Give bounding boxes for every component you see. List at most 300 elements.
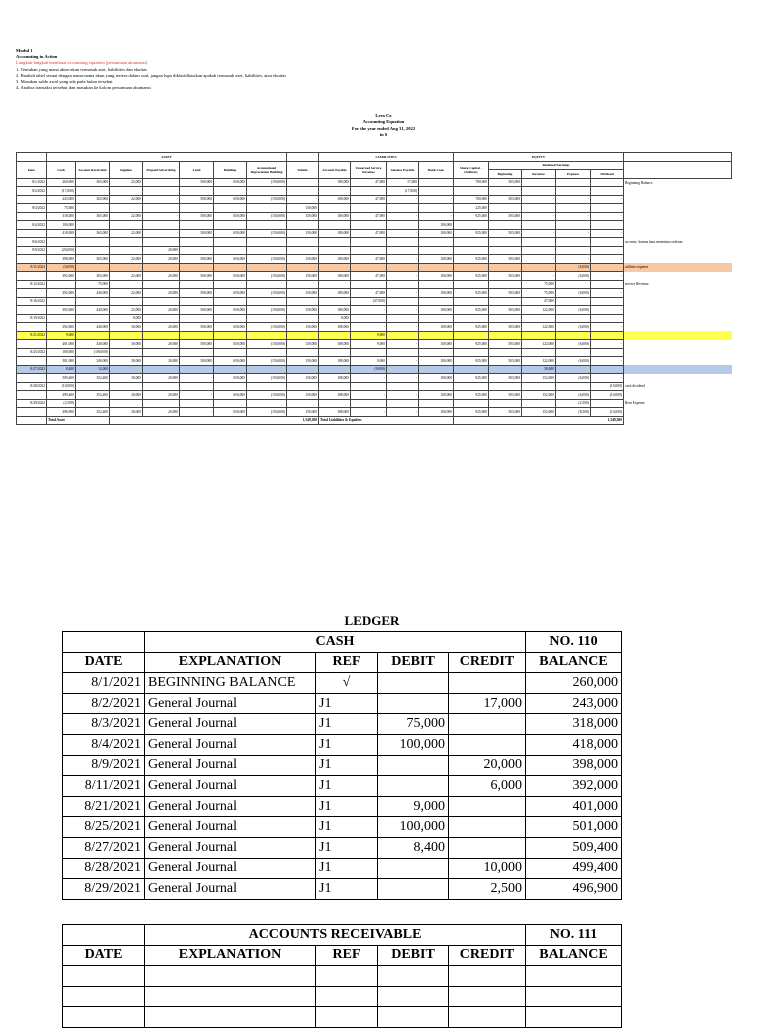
equation-cell: 650,000 <box>214 255 247 264</box>
equation-cell: 150,000 <box>287 357 319 366</box>
equation-cell: 318,000 <box>47 212 76 221</box>
equation-cell <box>143 297 180 306</box>
equation-cell: - <box>387 357 419 366</box>
equation-cell: (150,000) <box>247 289 287 298</box>
cash-ledger-row <box>63 755 622 776</box>
equation-cell <box>489 314 522 323</box>
equation-cell: 503,000 <box>489 212 522 221</box>
equation-row <box>17 365 732 374</box>
equation-cell <box>489 238 522 247</box>
equation-cell <box>454 238 489 247</box>
report-unit: in $ <box>379 132 388 138</box>
equation-note <box>624 212 732 221</box>
equation-cell <box>247 348 287 357</box>
equation-cell <box>247 399 287 408</box>
equation-cell <box>489 187 522 196</box>
equation-cell <box>351 204 387 213</box>
equation-cell: (2,500) <box>556 399 591 408</box>
equation-cell <box>76 238 110 247</box>
equation-cell <box>419 399 454 408</box>
equation-cell <box>419 382 454 391</box>
step-1: 1. Tentukan yang mana akun-akun termasuk aset, liabilities dan ekuitas <box>16 66 147 72</box>
col-prepaid: Prepaid Advertising <box>143 161 180 178</box>
equation-cell: 20,000 <box>143 323 180 332</box>
equation-cell <box>247 314 287 323</box>
equation-cell: 500,000 <box>180 306 214 315</box>
equation-cell: 20,000 <box>143 408 180 417</box>
ar-empty-row <box>63 986 622 1007</box>
equation-cell: (150,000) <box>247 229 287 238</box>
equation-cell <box>387 246 419 255</box>
equation-cell: (150,000) <box>247 340 287 349</box>
equation-cell <box>214 399 247 408</box>
equation-cell: 503,000 <box>489 229 522 238</box>
ar-empty-row <box>63 1007 622 1028</box>
equation-cell <box>287 238 319 247</box>
equation-cell <box>17 306 47 315</box>
equation-note <box>624 314 732 323</box>
equation-cell: 365,000 <box>76 255 110 264</box>
equation-cell <box>247 280 287 289</box>
equation-cell <box>556 382 591 391</box>
equation-cell: - <box>591 272 624 281</box>
equation-cell: - <box>591 306 624 315</box>
equation-cell <box>319 331 351 340</box>
equation-cell: 8/4/2022 <box>17 221 47 230</box>
equation-cell <box>17 229 47 238</box>
equation-cell: 925,000 <box>454 391 489 400</box>
equation-cell: 188,000 <box>319 374 351 383</box>
equation-cell: 503,000 <box>489 195 522 204</box>
equation-row <box>17 263 732 272</box>
equation-cell: 180,000 <box>319 255 351 264</box>
equation-note <box>624 255 732 264</box>
equation-cell <box>351 314 387 323</box>
equation-cell: 30,000 <box>522 365 556 374</box>
equation-cell: (10,000) <box>591 408 624 417</box>
equation-cell: 100,000 <box>47 221 76 230</box>
accounting-equation-table <box>16 152 732 425</box>
equation-cell <box>556 365 591 374</box>
col-share-capital: Share Capital - Ordinary <box>454 161 489 178</box>
cash-credit-cell: 6,000 <box>449 776 526 797</box>
equation-cell: 100,000 <box>419 255 454 264</box>
equation-row <box>17 399 732 408</box>
equation-cell: 17,000 <box>387 178 419 187</box>
cash-credit-cell: 2,500 <box>449 879 526 900</box>
equation-cell: - <box>591 195 624 204</box>
equation-cell <box>76 221 110 230</box>
equation-cell <box>591 221 624 230</box>
equation-cell: 500,000 <box>180 178 214 187</box>
col-vehicle: Vehicle <box>287 161 319 178</box>
equation-note <box>624 229 732 238</box>
equation-cell <box>454 331 489 340</box>
cash-account-name: CASH <box>145 632 526 653</box>
equation-cell: - <box>387 374 419 383</box>
equation-cell <box>387 348 419 357</box>
equation-cell: 392,000 <box>47 272 76 281</box>
equation-cell: - <box>351 374 387 383</box>
equation-cell <box>591 263 624 272</box>
equation-cell: - <box>591 340 624 349</box>
equation-cell: (9,000) <box>351 365 387 374</box>
equation-cell <box>522 246 556 255</box>
equation-cell <box>489 365 522 374</box>
cash-balance-cell: 243,000 <box>526 693 622 714</box>
equation-cell <box>143 178 180 187</box>
equation-cell: 503,000 <box>489 391 522 400</box>
cash-date-cell: 8/28/2021 <box>63 858 145 879</box>
equation-cell <box>319 365 351 374</box>
equation-cell: 500,000 <box>180 340 214 349</box>
equation-cell: (10,000) <box>47 382 76 391</box>
equation-cell: - <box>522 272 556 281</box>
equation-cell <box>556 204 591 213</box>
equation-cell <box>489 263 522 272</box>
equation-cell: 392,000 <box>47 323 76 332</box>
col-bankloan: Bank Loan <box>419 161 454 178</box>
equation-cell: 8/19/2022 <box>17 314 47 323</box>
equation-cell: 925,000 <box>454 255 489 264</box>
equation-cell <box>419 238 454 247</box>
equation-cell: 47,000 <box>351 212 387 221</box>
equation-cell <box>287 246 319 255</box>
equation-cell <box>522 314 556 323</box>
equation-cell <box>214 382 247 391</box>
cash-ledger-row <box>63 776 622 797</box>
equation-cell <box>287 221 319 230</box>
equation-cell <box>489 246 522 255</box>
equation-row <box>17 408 732 417</box>
equation-cell <box>143 348 180 357</box>
cash-balance-cell: 392,000 <box>526 776 622 797</box>
equation-cell: (47,000) <box>351 297 387 306</box>
equation-cell: 180,000 <box>319 212 351 221</box>
equation-cell: - <box>180 408 214 417</box>
equation-cell: 150,000 <box>287 374 319 383</box>
equation-cell: 925,000 <box>454 340 489 349</box>
cash-balance-cell: 318,000 <box>526 714 622 735</box>
equation-cell <box>180 187 214 196</box>
equation-row <box>17 255 732 264</box>
equation-cell <box>522 348 556 357</box>
equation-cell: (10,000) <box>591 391 624 400</box>
ar-hdr-credit: CREDIT <box>449 945 526 966</box>
equation-cell: - <box>419 212 454 221</box>
cash-balance-cell: 509,400 <box>526 837 622 858</box>
equation-cell: (6,000) <box>556 272 591 281</box>
equation-cell <box>76 399 110 408</box>
equation-cell <box>17 408 47 417</box>
equation-cell: 700,000 <box>454 178 489 187</box>
equation-cell <box>17 212 47 221</box>
equation-cell: - <box>522 229 556 238</box>
equation-note <box>624 289 732 298</box>
group-retained: Retained Earnings <box>489 161 624 170</box>
total-asset-label: Total Asset <box>47 416 110 425</box>
equation-cell <box>143 399 180 408</box>
equation-cell <box>110 187 143 196</box>
equation-cell: - <box>351 408 387 417</box>
equation-cell <box>419 297 454 306</box>
equation-cell: 150,000 <box>287 323 319 332</box>
equation-note <box>624 297 732 306</box>
cash-debit-cell <box>378 693 449 714</box>
equation-cell: - <box>591 212 624 221</box>
equation-cell: - <box>556 212 591 221</box>
equation-cell: 650,000 <box>214 272 247 281</box>
equation-cell: 100,000 <box>419 357 454 366</box>
equation-cell <box>214 238 247 247</box>
equation-cell: (150,000) <box>247 195 287 204</box>
cash-ledger-row <box>63 817 622 838</box>
equation-cell <box>287 178 319 187</box>
equation-cell: 925,000 <box>454 374 489 383</box>
equation-cell: (6,000) <box>556 374 591 383</box>
equation-row <box>17 391 732 400</box>
equation-cell: 75,000 <box>522 289 556 298</box>
equation-cell: 22,000 <box>110 255 143 264</box>
equation-cell: 392,000 <box>47 306 76 315</box>
equation-row <box>17 382 732 391</box>
equation-cell: - <box>591 357 624 366</box>
equation-cell: - <box>351 391 387 400</box>
equation-cell <box>351 263 387 272</box>
equation-cell: 150,000 <box>287 306 319 315</box>
equation-cell: 152,000 <box>522 408 556 417</box>
cash-balance-cell: 398,000 <box>526 755 622 776</box>
equation-row <box>17 314 732 323</box>
cash-explanation-cell: General Journal <box>145 776 316 797</box>
equation-cell <box>522 178 556 187</box>
equation-cell <box>419 348 454 357</box>
equation-cell <box>454 399 489 408</box>
equation-cell: (150,000) <box>247 255 287 264</box>
equation-cell <box>591 331 624 340</box>
cash-date-cell: 8/1/2021 <box>63 673 145 694</box>
equation-cell <box>180 365 214 374</box>
equation-cell <box>17 391 47 400</box>
equation-cell: 188,000 <box>319 408 351 417</box>
equation-cell: 925,000 <box>454 323 489 332</box>
cash-explanation-cell: General Journal <box>145 734 316 755</box>
cash-date-cell: 8/2/2021 <box>63 693 145 714</box>
equation-cell: - <box>180 391 214 400</box>
equation-cell: 500,000 <box>180 195 214 204</box>
report-period: For the year ended Aug 31, 2022 <box>351 125 416 131</box>
equation-cell: 496,900 <box>47 408 76 417</box>
equation-note <box>624 391 732 400</box>
group-asset: ASSET <box>47 153 287 162</box>
equation-cell <box>522 399 556 408</box>
equation-cell <box>556 348 591 357</box>
equation-row <box>17 229 732 238</box>
equation-cell: 75,000 <box>76 280 110 289</box>
equation-cell: 188,000 <box>319 323 351 332</box>
equation-cell <box>522 204 556 213</box>
equation-cell: 9,000 <box>351 357 387 366</box>
equation-cell <box>214 187 247 196</box>
equation-cell: 22,000 <box>110 289 143 298</box>
equation-cell: 499,400 <box>47 391 76 400</box>
equation-cell <box>214 331 247 340</box>
equation-cell <box>110 297 143 306</box>
equation-cell: (6,000) <box>556 263 591 272</box>
equation-cell: 500,000 <box>180 255 214 264</box>
equation-cell <box>489 280 522 289</box>
equation-cell: 150,000 <box>287 204 319 213</box>
equation-cell: - <box>522 212 556 221</box>
equation-cell: 8/16/2022 <box>17 297 47 306</box>
col-accum-dep: Accumulated Depreciation Building <box>247 161 287 178</box>
equation-cell <box>591 246 624 255</box>
equation-cell: - <box>143 195 180 204</box>
equation-cell <box>110 221 143 230</box>
equation-cell: - <box>556 195 591 204</box>
equation-cell: - <box>387 306 419 315</box>
group-liabilities: LIABILITIES <box>319 153 454 162</box>
cash-ledger-row <box>63 673 622 694</box>
equation-cell: 650,000 <box>214 391 247 400</box>
cash-credit-cell: 10,000 <box>449 858 526 879</box>
equation-cell <box>522 221 556 230</box>
equation-cell: 925,000 <box>454 272 489 281</box>
equation-cell: 500,000 <box>180 229 214 238</box>
equation-cell: - <box>287 195 319 204</box>
total-le-label: Total Liabilities & Equities <box>319 416 454 425</box>
equation-cell <box>319 348 351 357</box>
equation-cell: 925,000 <box>454 357 489 366</box>
equation-cell <box>351 399 387 408</box>
equation-cell <box>247 382 287 391</box>
equation-cell: 503,000 <box>489 323 522 332</box>
equation-cell <box>143 382 180 391</box>
equation-cell: 100,000 <box>419 408 454 417</box>
equation-cell: 440,000 <box>76 289 110 298</box>
equation-cell: 925,000 <box>454 289 489 298</box>
equation-cell: 150,000 <box>287 272 319 281</box>
step-3: 3. Masukan saldo awal yang ada pada bulan tersebut <box>16 79 113 85</box>
total-le-value: 1,549,300 <box>454 416 624 425</box>
equation-cell: 122,000 <box>522 357 556 366</box>
cash-debit-cell: 8,400 <box>378 837 449 858</box>
equation-cell: - <box>143 229 180 238</box>
equation-cell <box>180 280 214 289</box>
equation-cell: (6,000) <box>556 306 591 315</box>
equation-cell: 47,000 <box>351 229 387 238</box>
equation-cell: 180,000 <box>319 178 351 187</box>
cash-ref-cell: J1 <box>316 796 378 817</box>
equation-cell: 503,000 <box>489 289 522 298</box>
equation-row <box>17 187 732 196</box>
equation-cell: - <box>351 323 387 332</box>
ar-hdr-debit: DEBIT <box>378 945 449 966</box>
ar-hdr-ref: REF <box>316 945 378 966</box>
equation-cell: (20,000) <box>47 246 76 255</box>
equation-cell <box>180 238 214 247</box>
equation-cell: - <box>387 229 419 238</box>
equation-cell: 100,000 <box>419 323 454 332</box>
equation-cell <box>214 204 247 213</box>
equation-cell <box>247 297 287 306</box>
equation-cell <box>110 238 143 247</box>
equation-cell: 9,000 <box>351 340 387 349</box>
equation-cell: 47,000 <box>351 178 387 187</box>
equation-cell: (6,000) <box>556 340 591 349</box>
equation-cell: (150,000) <box>247 357 287 366</box>
cash-account-number: NO. 110 <box>526 632 622 653</box>
equation-cell <box>17 340 47 349</box>
equation-cell: 30,000 <box>110 408 143 417</box>
equation-cell: 503,000 <box>489 408 522 417</box>
equation-cell <box>489 399 522 408</box>
cash-hdr-date: DATE <box>63 652 145 673</box>
col-ap: Account Payable <box>319 161 351 178</box>
equation-cell: 47,000 <box>351 272 387 281</box>
equation-cell: 398,000 <box>47 255 76 264</box>
equation-cell: 500,000 <box>180 272 214 281</box>
equation-cell: 100,000 <box>419 272 454 281</box>
equation-cell: (6,000) <box>556 357 591 366</box>
equation-cell <box>454 297 489 306</box>
equation-cell: 30,000 <box>110 391 143 400</box>
equation-cell <box>110 331 143 340</box>
equation-cell <box>454 221 489 230</box>
cash-debit-cell: 75,000 <box>378 714 449 735</box>
equation-cell: 8/27/2022 <box>17 365 47 374</box>
module-subtitle: Langkah-langkah membuat accounting equation (persamaan akuntansi) <box>16 60 148 66</box>
col-beginning: Beginning <box>489 170 522 179</box>
equation-cell <box>143 314 180 323</box>
equation-cell: - <box>591 323 624 332</box>
equation-cell: 100,000 <box>419 374 454 383</box>
cash-ref-cell: J1 <box>316 755 378 776</box>
col-land: Land <box>180 161 214 178</box>
equation-cell: 418,000 <box>47 229 76 238</box>
equation-cell <box>214 297 247 306</box>
col-dividend: Dividend <box>591 170 624 179</box>
equation-cell <box>319 204 351 213</box>
equation-cell <box>17 374 47 383</box>
equation-cell <box>489 204 522 213</box>
equation-cell: 180,000 <box>319 272 351 281</box>
equation-cell <box>556 187 591 196</box>
cash-date-cell: 8/9/2021 <box>63 755 145 776</box>
equation-cell: (100,000) <box>76 348 110 357</box>
equation-cell: 180,000 <box>319 195 351 204</box>
equation-cell: 650,000 <box>214 306 247 315</box>
equation-cell <box>76 204 110 213</box>
equation-cell: (150,000) <box>247 374 287 383</box>
equation-note <box>624 374 732 383</box>
equation-cell <box>180 331 214 340</box>
equation-cell <box>287 399 319 408</box>
equation-cell <box>287 331 319 340</box>
equation-cell: 260,000 <box>47 178 76 187</box>
equation-cell <box>17 323 47 332</box>
equation-cell <box>454 280 489 289</box>
equation-cell: 650,000 <box>214 178 247 187</box>
equation-cell: 650,000 <box>214 374 247 383</box>
cash-balance-cell: 496,900 <box>526 879 622 900</box>
equation-cell <box>76 246 110 255</box>
total-asset-value: 1,549,300 <box>110 416 319 425</box>
equation-cell <box>47 238 76 247</box>
equation-cell <box>110 348 143 357</box>
equation-cell <box>319 297 351 306</box>
equation-cell: 20,000 <box>143 306 180 315</box>
